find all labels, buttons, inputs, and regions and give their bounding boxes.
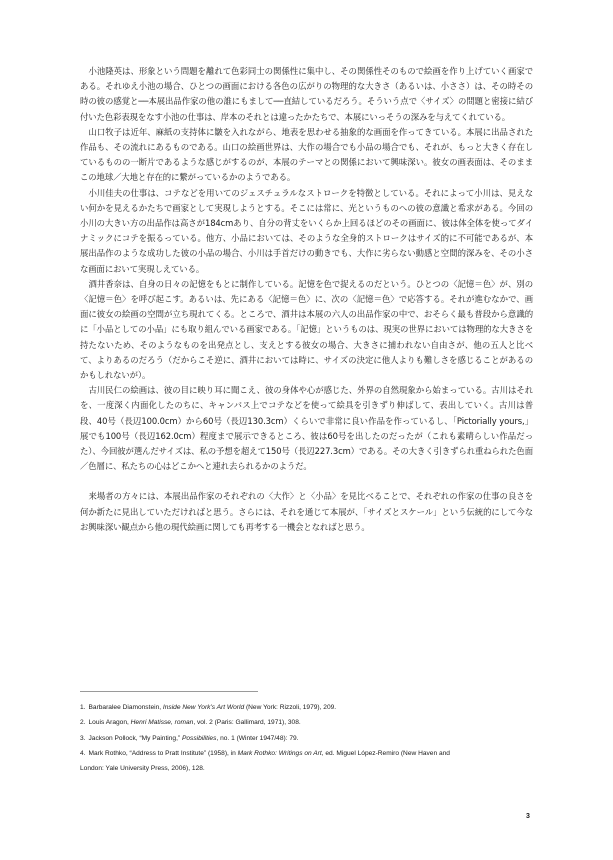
footnote-3	[80, 731, 533, 746]
footnote-title: Possibilities	[181, 734, 217, 742]
footnote-text: London: Yale University Press, 2006), 128.	[80, 765, 205, 773]
footnotes	[80, 700, 533, 776]
footnote-text: Louis Aragon,	[88, 719, 131, 727]
footnote-divider	[80, 691, 258, 692]
footnote-text: Jackson Pollock, “My Painting,”	[88, 734, 182, 742]
footnote-number: 4.	[80, 749, 86, 757]
footnote-number: 3.	[80, 734, 86, 742]
paragraph-koike: 小池隆英は、形象という問題を離れて色彩同士の関係性に集中し、その関係性そのもので絵画を作り上げていく画家である。それゆえ小池の場合、ひとつの画面における各色の広がりの物理的な大きさ（あるいは、小ささ）は、その時その時の彼の感覚と──本展出品作家の他の誰にもまして──直結しているだろう。そういう点で〈サイズ〉の問題と密接に結び付いた色彩表現をなす小池の仕事は、岸本のそれとは違ったかたちで、本展にいっそうの深みを与えてくれている。	[80, 66, 533, 122]
footnote-number: 1.	[80, 704, 86, 711]
footnote-title: Inside New York’s Art World	[162, 704, 245, 711]
paragraph-ogawa: 小川佳夫の仕事は、コテなどを用いてのジェスチュラルなストロークを特徴としている。それによって小川は、見えない何かを見えるかたちで画家として実現しようとする。そこには常に、光というものへの彼の意識と希求がある。今回の小川の大きい方の出品作は高さが184cmあり、自分の背丈をいくらか上回るほどのその画面に、彼は体全体を使ってダイナミックにコテを振るっている。他方、小品においては、そのような全身的ストロークはサイズ的に不可能であるが、本展出品作のような成功した彼の小品の場合、小川は手首だけの動きでも、大作に劣らない動感と空間的深みを、その小さな画面において実現しえている。	[80, 187, 533, 274]
paragraph-yamaguchi: 山口牧子は近年、麻紙の支持体に皺を入れながら、地表を思わせる抽象的な画面を作ってきている。本展に出品された作品も、その流れにあるものである。山口の絵画世界は、大作の場合でも小品の場合でも、それが、もっと大きく存在しているものの一断片であるような感じがするのが、本展のテーマとの関係において興味深い。彼女の画表面は、そのままこの地球／大地と存在的に繋がっているかのようである。	[80, 126, 533, 183]
footnote-text: , vol. 2 (Paris: Gallimard, 1971), 308.	[193, 719, 301, 727]
footnote-text: , no. 1 (Winter 1947/48): 79.	[216, 734, 299, 742]
footnote-2	[80, 715, 533, 730]
footnote-text: Mark Rothko, “Address to Pratt Institute” (1958), in	[88, 749, 238, 757]
body-text	[80, 64, 533, 535]
footnote-4	[80, 746, 533, 761]
footnote-text: (New York: Rizzoli, 1979), 209.	[244, 704, 337, 711]
paragraph-closing: 来場者の方々には、本展出品作家のそれぞれの〈大作〉と〈小品〉を見比べることで、それぞれの作家の仕事の良さを何か新たに見出していただければと思う。さらには、それを通じて本展が、「サイズとスケール」という伝統的にして今なお興味深い観点から他の現代絵画に関しても再考する一機会となればと思う。	[80, 491, 533, 532]
footnote-text: Barbaralee Diamonstein,	[88, 704, 163, 711]
paragraph-sakai: 酒井香奈は、自身の日々の記憶をもとに制作している。記憶を色で捉えるのだという。ひとつの〈記憶＝色〉が、別の〈記憶＝色〉を呼び起こす。あるいは、先にある〈記憶＝色〉に、次の〈記憶＝色〉で応答する。それが進むなかで、画面に彼女の絵画の空間が立ち現れてくる。ところで、酒井は本展の六人の出品作家の中で、おそらく最も普段から意識的に「小品としての小品」にも取り組んでいる画家である。「記憶」というものは、現実の世界においては物理的な大きさを持たないため、そのようなものを出発点とし、支えとする彼女の場合、大きさに捕われない自由さが、他の五人と比べて、よりあるのだろう（だからこそ逆に、酒井においては時に、サイズの決定に他人よりも難しさを感じることがあるのかもしれないが）。	[80, 278, 533, 381]
footnote-title: Henri Matisse, roman	[130, 719, 194, 727]
footnote-1	[80, 700, 533, 715]
page-number: 3	[526, 813, 530, 820]
footnote-number: 2.	[80, 719, 86, 727]
footnote-text: , ed. Miguel López-Remiro (New Haven and	[321, 749, 450, 757]
footnote-title: Mark Rothko: Writings on Art	[237, 749, 322, 757]
paragraph-furukawa: 古川民仁の絵画は、彼の目に映り耳に聞こえ、彼の身体や心が感じた、外界の自然現象から始まっている。古川はそれを、一度深く内面化したのちに、キャンバス上でコテなどを使って絵具を引きずり伸ばして、表出していく。古川は普段、40号（長辺100.0cm）から60号（長辺130.3cm）くらいで非常に良い作品を作っているし、「Pictorially yours,」展でも100号（長辺162.0cm）程度まで展示できるところ、彼は60号を出したのだったが（これも素晴らしい作品だった）、今回彼が選んだサイズは、私の予想を超えて150号（長辺227.3cm）である。その大きく引きずられ重ねられた色面／色層に、私たちの心はどこかへと連れ去られるかのようだ。	[80, 385, 533, 472]
footnote-4-continued	[80, 761, 533, 776]
